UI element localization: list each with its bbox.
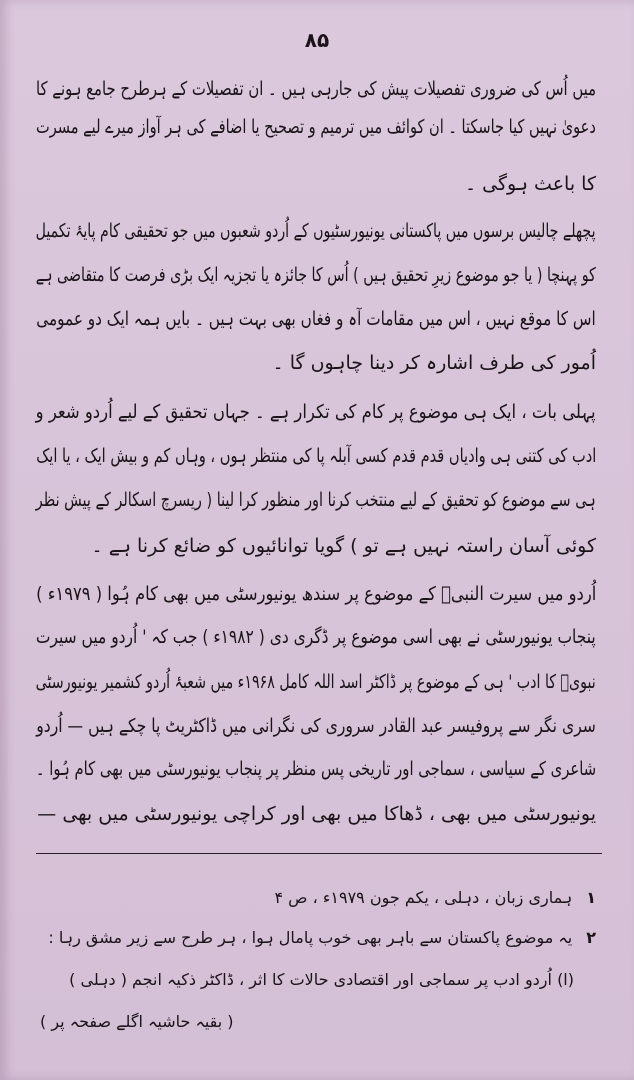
footnote-divider <box>36 853 602 854</box>
body-line: سری نگر سے پروفیسر عبد القادر سروری کی نگرانی میں ڈاکٹریٹ پا چکے ہیں — اُردو <box>36 715 596 737</box>
body-line: اس کا موقع نہیں ، اس میں مقامات آہ و فغاں بھی بہت ہیں ۔ بایں ہمہ ایک دو عمومی <box>36 308 596 330</box>
body-line: اُردو میں سیرت النبیؐ کے موضوع پر سندھ یونیورسٹی میں بھی کام ہُوا ( ۱۹۷۹ء ) <box>35 583 596 605</box>
footnote-text: یہ موضوع پاکستان سے باہر بھی خوب پامال ہوا ، ہر طرح سے زیر مشق رہا : <box>48 928 573 947</box>
footnote <box>275 890 597 906</box>
body-line: دعویٰ نہیں کیا جاسکتا ۔ ان کوائف میں ترمیم و تصحیح یا اضافے کی ہر آواز میرے لیے مسرت <box>36 116 596 138</box>
footnote-mark: ۱ <box>586 888 596 907</box>
body-line: پچھلے چالیس برسوں میں پاکستانی یونیورسٹیوں کے اُردو شعبوں میں جو تحقیقی کام پایۂ تکمیل <box>36 220 596 242</box>
footnote-continued-note <box>40 1014 234 1030</box>
body-line: کا باعث ہوگی ۔ <box>465 173 596 195</box>
footnote-continuation <box>69 972 574 988</box>
body-line: شاعری کے سیاسی ، سماجی اور تاریخی پس منظر پر پنجاب یونیورسٹی میں بھی کام ہُوا ۔ <box>35 758 596 780</box>
footnote-text: (ا) اُردو ادب پر سماجی اور اقتصادی حالات کا اثر ، ڈاکٹر ذکیہ انجم ( دہلی ) <box>69 970 574 989</box>
body-line: کو پہنچا ( یا جو موضوع زیرِ تحقیق ہیں ) اُس کا جائزہ یا تجزیہ ایک بڑی فرصت کا متقاضی ہے <box>35 264 596 286</box>
body-line: پنجاب یونیورسٹی نے بھی اسی موضوع پر ڈگری دی ( ۱۹۸۲ء ) جب کہ ' اُردو میں سیرت <box>36 626 597 648</box>
body-line: ادب کی کتنی ہی وادیاں قدم قدم کسی آبلہ پا کی منتظر ہوں ، وہاں کم و بیش ایک ، یا ایک <box>35 445 596 467</box>
footnote-mark: ۲ <box>586 928 596 947</box>
body-line: یونیورسٹی میں بھی ، ڈھاکا میں بھی اور کراچی یونیورسٹی میں بھی — <box>37 803 596 825</box>
body-line: اُمور کی طرف اشارہ کر دینا چاہوں گا ۔ <box>272 352 596 374</box>
body-line: پہلی بات ، ایک ہی موضوع پر کام کی تکرار ہے ۔ جہاں تحقیق کے لیے اُردو شعر و <box>36 401 596 423</box>
page-number: ۸۵ <box>304 28 330 52</box>
body-line: کوئی آسان راستہ نہیں ہے تو ) گویا توانائیوں کو ضائع کرنا ہے ۔ <box>91 535 596 557</box>
body-line: نبویؐ کا ادب ' ہی کے موضوع پر ڈاکٹر اسد اللہ کامل ۱۹۶۸ء میں شعبۂ اُردو کشمیر یونیورسٹی <box>35 671 596 693</box>
footnote <box>48 930 596 946</box>
body-line: میں اُس کی ضروری تفصیلات پیش کی جارہی ہیں ۔ ان تفصیلات کے ہرطرح جامع ہونے کا <box>35 78 596 100</box>
footnote-text: ( بقیہ حاشیہ اگلے صفحہ پر ) <box>40 1012 234 1031</box>
body-line: ہی سے موضوع کو تحقیق کے لیے منتخب کرنا اور منظور کرا لینا ( ریسرچ اسکالر کے پیش نظر <box>36 489 596 511</box>
footnote-text: ہماری زبان ، دہلی ، یکم جون ۱۹۷۹ء ، ص ۴ <box>274 888 573 907</box>
